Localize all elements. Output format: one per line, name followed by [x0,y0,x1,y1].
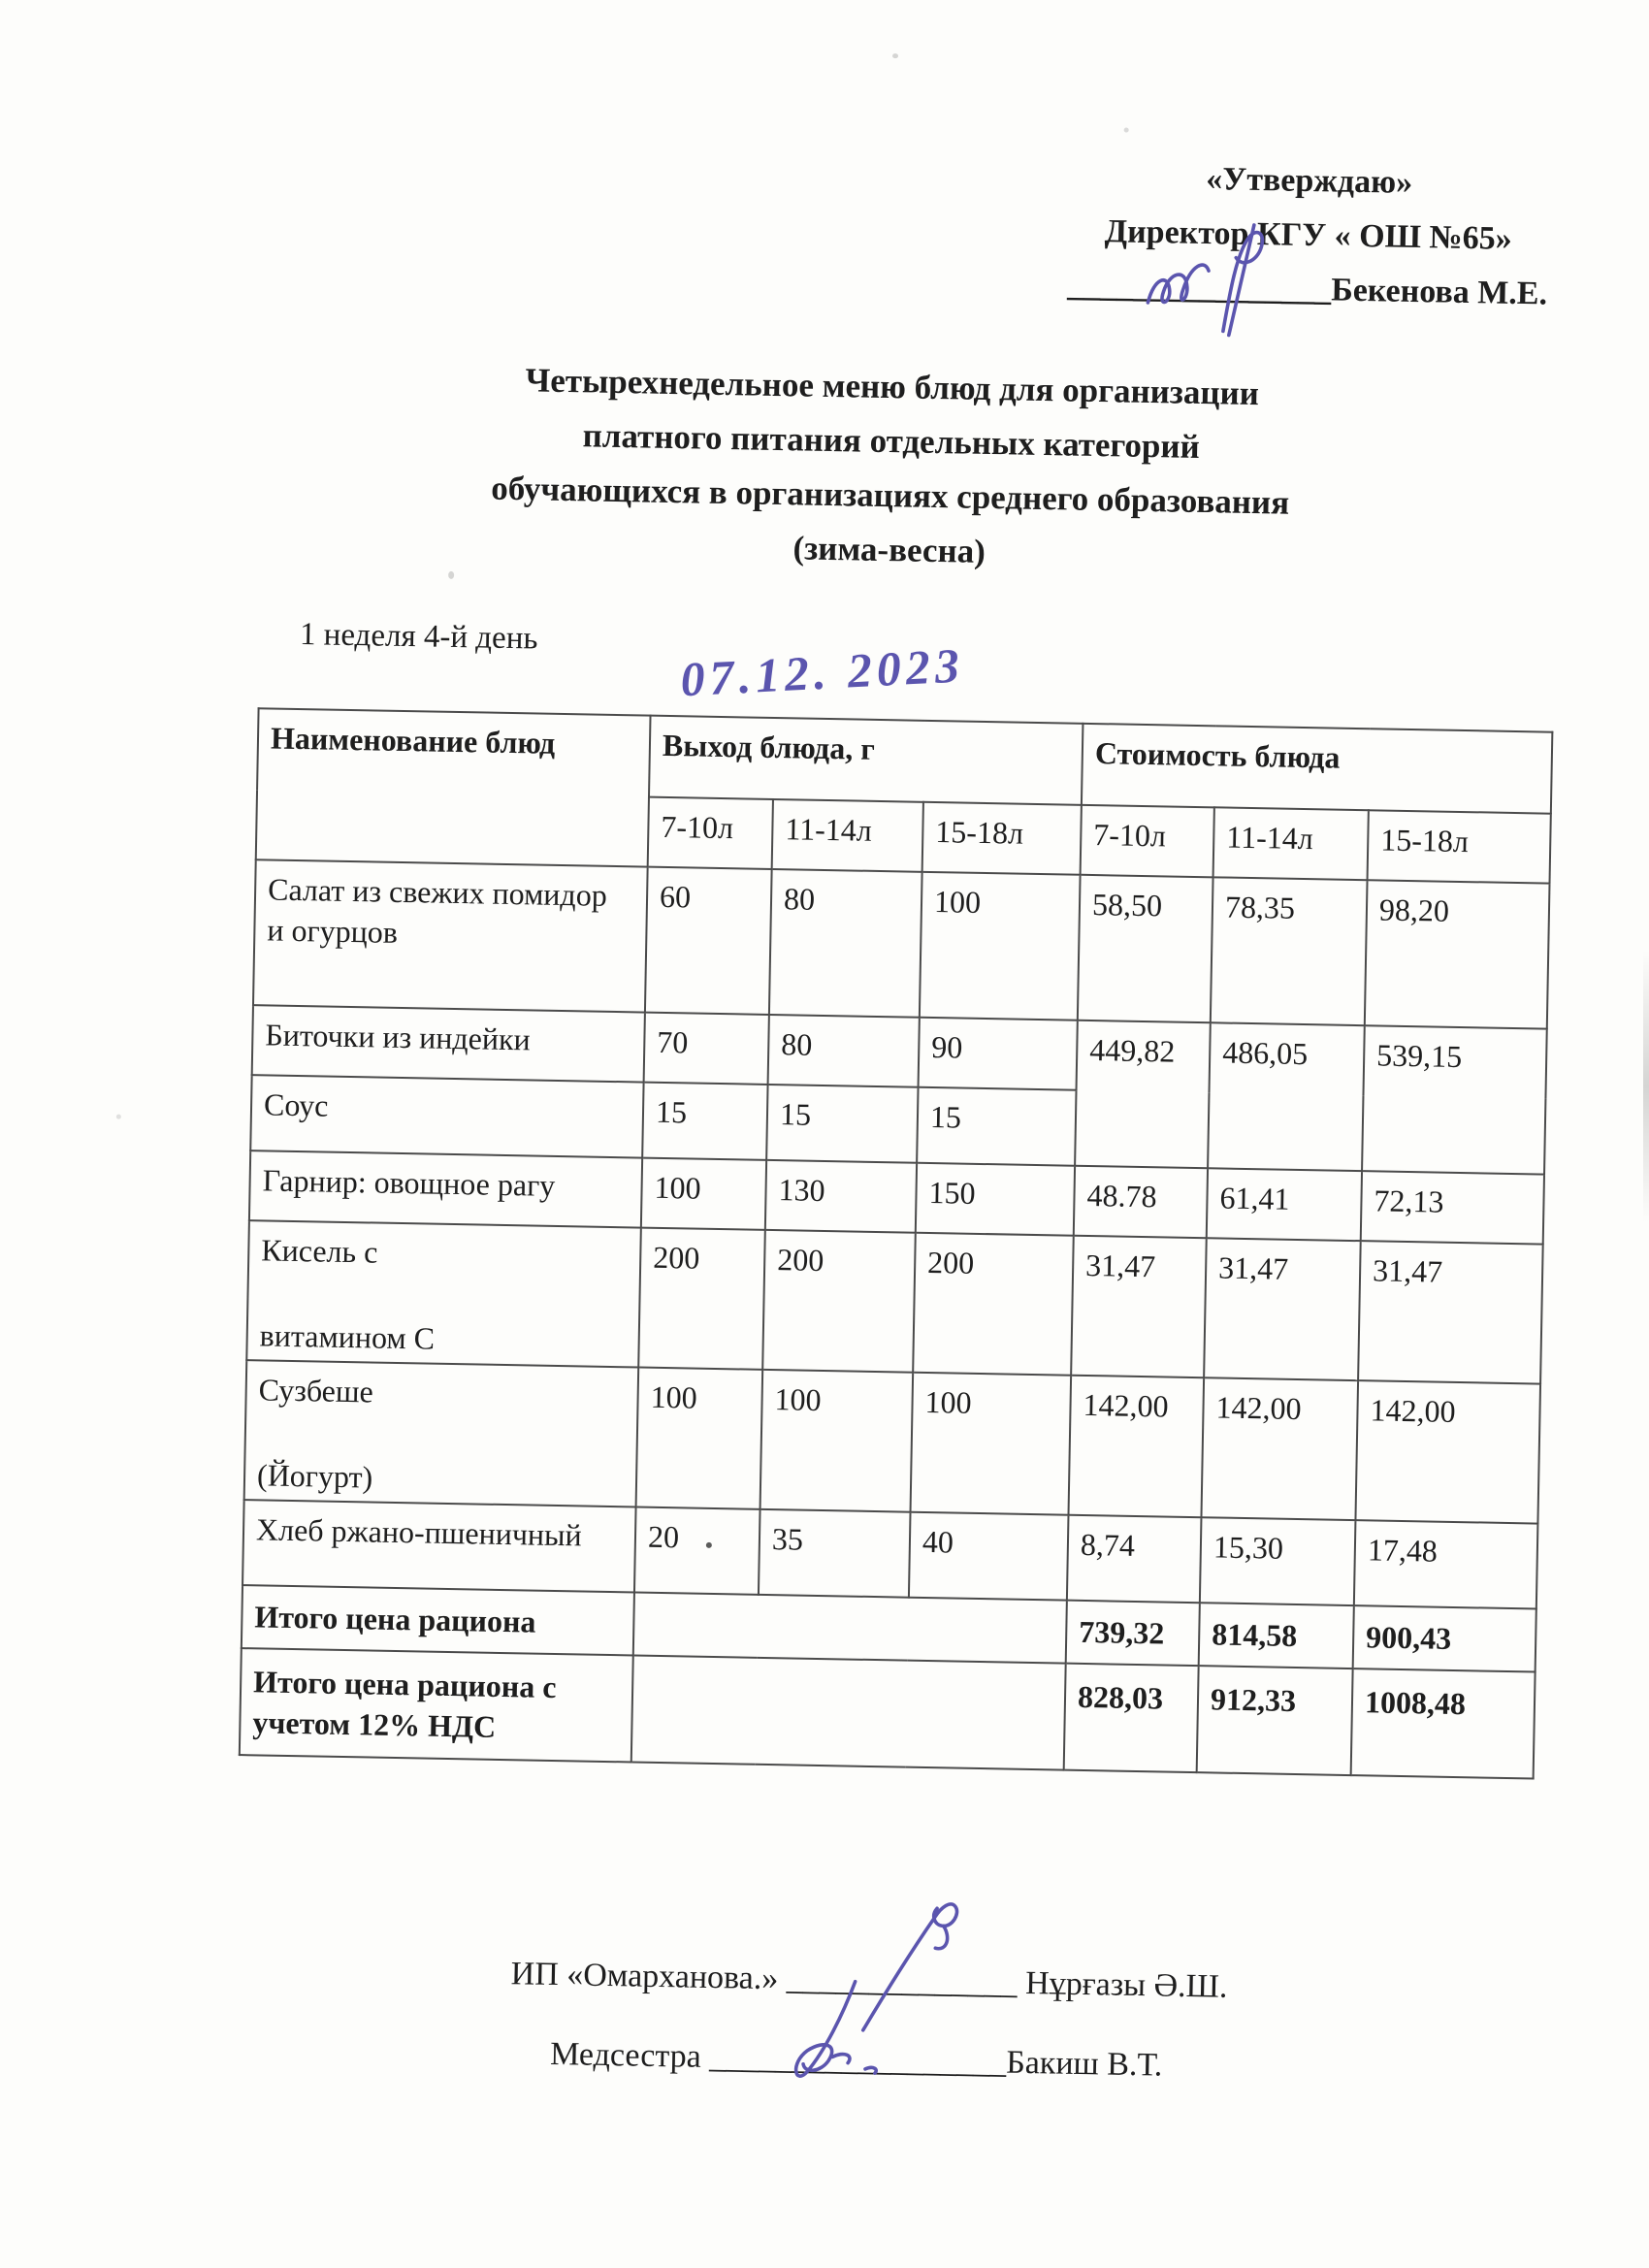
total-label-line: учетом 12% НДС [252,1704,497,1744]
price-value-cell: 78,35 [1211,877,1368,1025]
supplier-underscores: ______________ [786,1960,1018,2001]
cost-group-header-cell: Стоимость блюда [1082,724,1552,814]
nurse-label: Медсестра [549,2035,702,2075]
output-value-cell: 100 [920,872,1081,1021]
table-row-kisel [246,1220,1542,1383]
output-value-cell: 130 [765,1160,917,1233]
dish-name-cell: Биточки из индейки [252,1005,645,1082]
total-price-cell: 814,58 [1199,1603,1354,1669]
price-value-cell: 142,00 [1068,1376,1204,1517]
total-price-cell: 828,03 [1064,1664,1199,1772]
week-day-label: 1 неделя 4-й день [299,617,538,657]
output-value-cell: 100 [760,1370,914,1512]
output-group-header-cell: Выход блюда, г [649,716,1083,805]
output-value-cell: 20 [634,1507,760,1595]
output-value-cell: 35 [759,1509,911,1598]
total-label-line: Итого цена рациона с [252,1664,557,1705]
dish-name-line: и огурцов [267,912,399,950]
output-value-cell: 150 [916,1163,1075,1236]
empty-merged-cell [631,1655,1066,1769]
dish-name-line: (Йогурт) [256,1457,373,1495]
output-value-cell: 70 [644,1013,769,1085]
price-value-cell: 142,00 [1201,1377,1358,1520]
dish-name-cell: Хлеб ржано-пшеничный [242,1500,636,1592]
title-line-1: Четырехнедельное меню блюд для организации [525,361,1260,413]
output-value-cell: 15 [917,1087,1076,1166]
nurse-name: Бакиш В.Т. [1005,2044,1163,2084]
cost-age-header-cell: 7-10л [1081,805,1214,877]
price-value-cell: 31,47 [1358,1241,1543,1383]
title-line-3: обучающихся в организациях среднего образования [490,469,1290,522]
output-value-cell: 80 [768,1015,920,1087]
approval-signature-line [1035,258,1579,322]
table-header-row [257,708,1552,813]
approval-block [1035,149,1581,322]
approval-line-director: Директор КГУ « ОШ №65» [1104,213,1512,257]
handwritten-date: 07.12. 2023 [679,637,966,707]
output-value-cell: 100 [636,1368,763,1509]
total-price-cell: 739,32 [1066,1601,1200,1666]
scan-artifact [1124,127,1129,132]
price-value-cell: 539,15 [1362,1025,1547,1174]
price-value-cell: 31,47 [1071,1236,1207,1377]
dish-name-cell: Соус [250,1075,643,1157]
director-handwritten-signature [1140,221,1277,340]
output-value-cell: 15 [642,1083,767,1160]
total-price-cell: 900,43 [1353,1605,1536,1671]
output-age-header-cell: 15-18л [922,802,1082,875]
price-value-cell: 17,48 [1354,1520,1538,1608]
price-value-cell: 31,47 [1204,1238,1361,1380]
price-value-cell: 58,50 [1078,875,1213,1022]
price-value-cell: 48.78 [1074,1166,1208,1238]
cost-age-header-cell: 15-18л [1368,810,1551,883]
document-title [10,344,1649,592]
dish-name-line: Салат из свежих помидор [267,871,608,913]
menu-table [239,707,1554,1779]
dish-name-header-cell: Наименование блюд [256,708,651,866]
price-value-cell: 15,30 [1200,1517,1356,1605]
title-line-4: (зима-весна) [792,529,986,570]
price-value-cell: 98,20 [1365,880,1550,1028]
dish-name-line: Сузбеше [258,1372,374,1409]
output-value-cell: 40 [909,1512,1069,1601]
output-value-cell: 100 [641,1158,766,1230]
output-age-header-cell: 7-10л [648,797,773,869]
approval-underscores: ________________ [1066,267,1332,308]
cost-age-header-cell: 11-14л [1213,807,1369,880]
dish-name-cell: Гарнир: овощное рагу [249,1150,642,1227]
total-price-cell: 912,33 [1197,1666,1353,1775]
supplier-name: Нұрғазы Ә.Ш. [1024,1964,1228,2005]
dish-name-cell [246,1220,641,1367]
price-value-cell: 142,00 [1355,1380,1540,1523]
table-row-salad [253,859,1550,1028]
output-value-cell: 100 [911,1373,1072,1515]
approval-line-utverzhdayu: «Утверждаю» [1205,161,1413,201]
price-value-cell: 61,41 [1207,1168,1362,1241]
price-value-cell: 449,82 [1075,1021,1211,1168]
total-price-cell: 1008,48 [1351,1669,1536,1778]
dish-name-cell [244,1360,639,1507]
output-value-cell: 60 [645,867,772,1015]
scan-edge-smudge [1643,951,1649,1222]
approval-director-name: Бекенова М.Е. [1330,272,1548,312]
dish-name-cell [253,859,648,1012]
title-line-2: платного питания отдельных категорий [582,416,1201,466]
dish-name-line: витамином С [259,1317,436,1356]
output-value-cell: 200 [913,1233,1074,1376]
total-label-cell [240,1648,633,1762]
output-value-cell: 200 [638,1228,765,1370]
empty-merged-cell [633,1592,1067,1663]
table-row-total-vat [240,1648,1536,1778]
price-value-cell: 486,05 [1208,1022,1365,1171]
table-row-suzbeshe [244,1360,1540,1523]
nurse-handwritten-signature [775,1972,904,2112]
output-value-cell: 200 [762,1230,916,1373]
scan-artifact [706,1542,712,1548]
scan-artifact [116,1115,121,1119]
output-value-cell: 90 [919,1018,1078,1090]
output-value-cell: 15 [766,1085,918,1163]
price-value-cell: 72,13 [1361,1171,1544,1244]
scan-artifact [892,53,898,58]
dish-name-line: Кисель с [261,1232,378,1270]
scan-artifact [448,571,454,579]
nurse-underscores: __________________ [708,2038,1007,2081]
output-age-header-cell: 11-14л [772,799,923,872]
total-label-cell: Итого цена рациона [242,1585,634,1655]
price-value-cell: 8,74 [1067,1515,1202,1603]
supplier-label: ИП «Омарханова.» [510,1956,779,1997]
output-value-cell: 80 [769,869,922,1018]
